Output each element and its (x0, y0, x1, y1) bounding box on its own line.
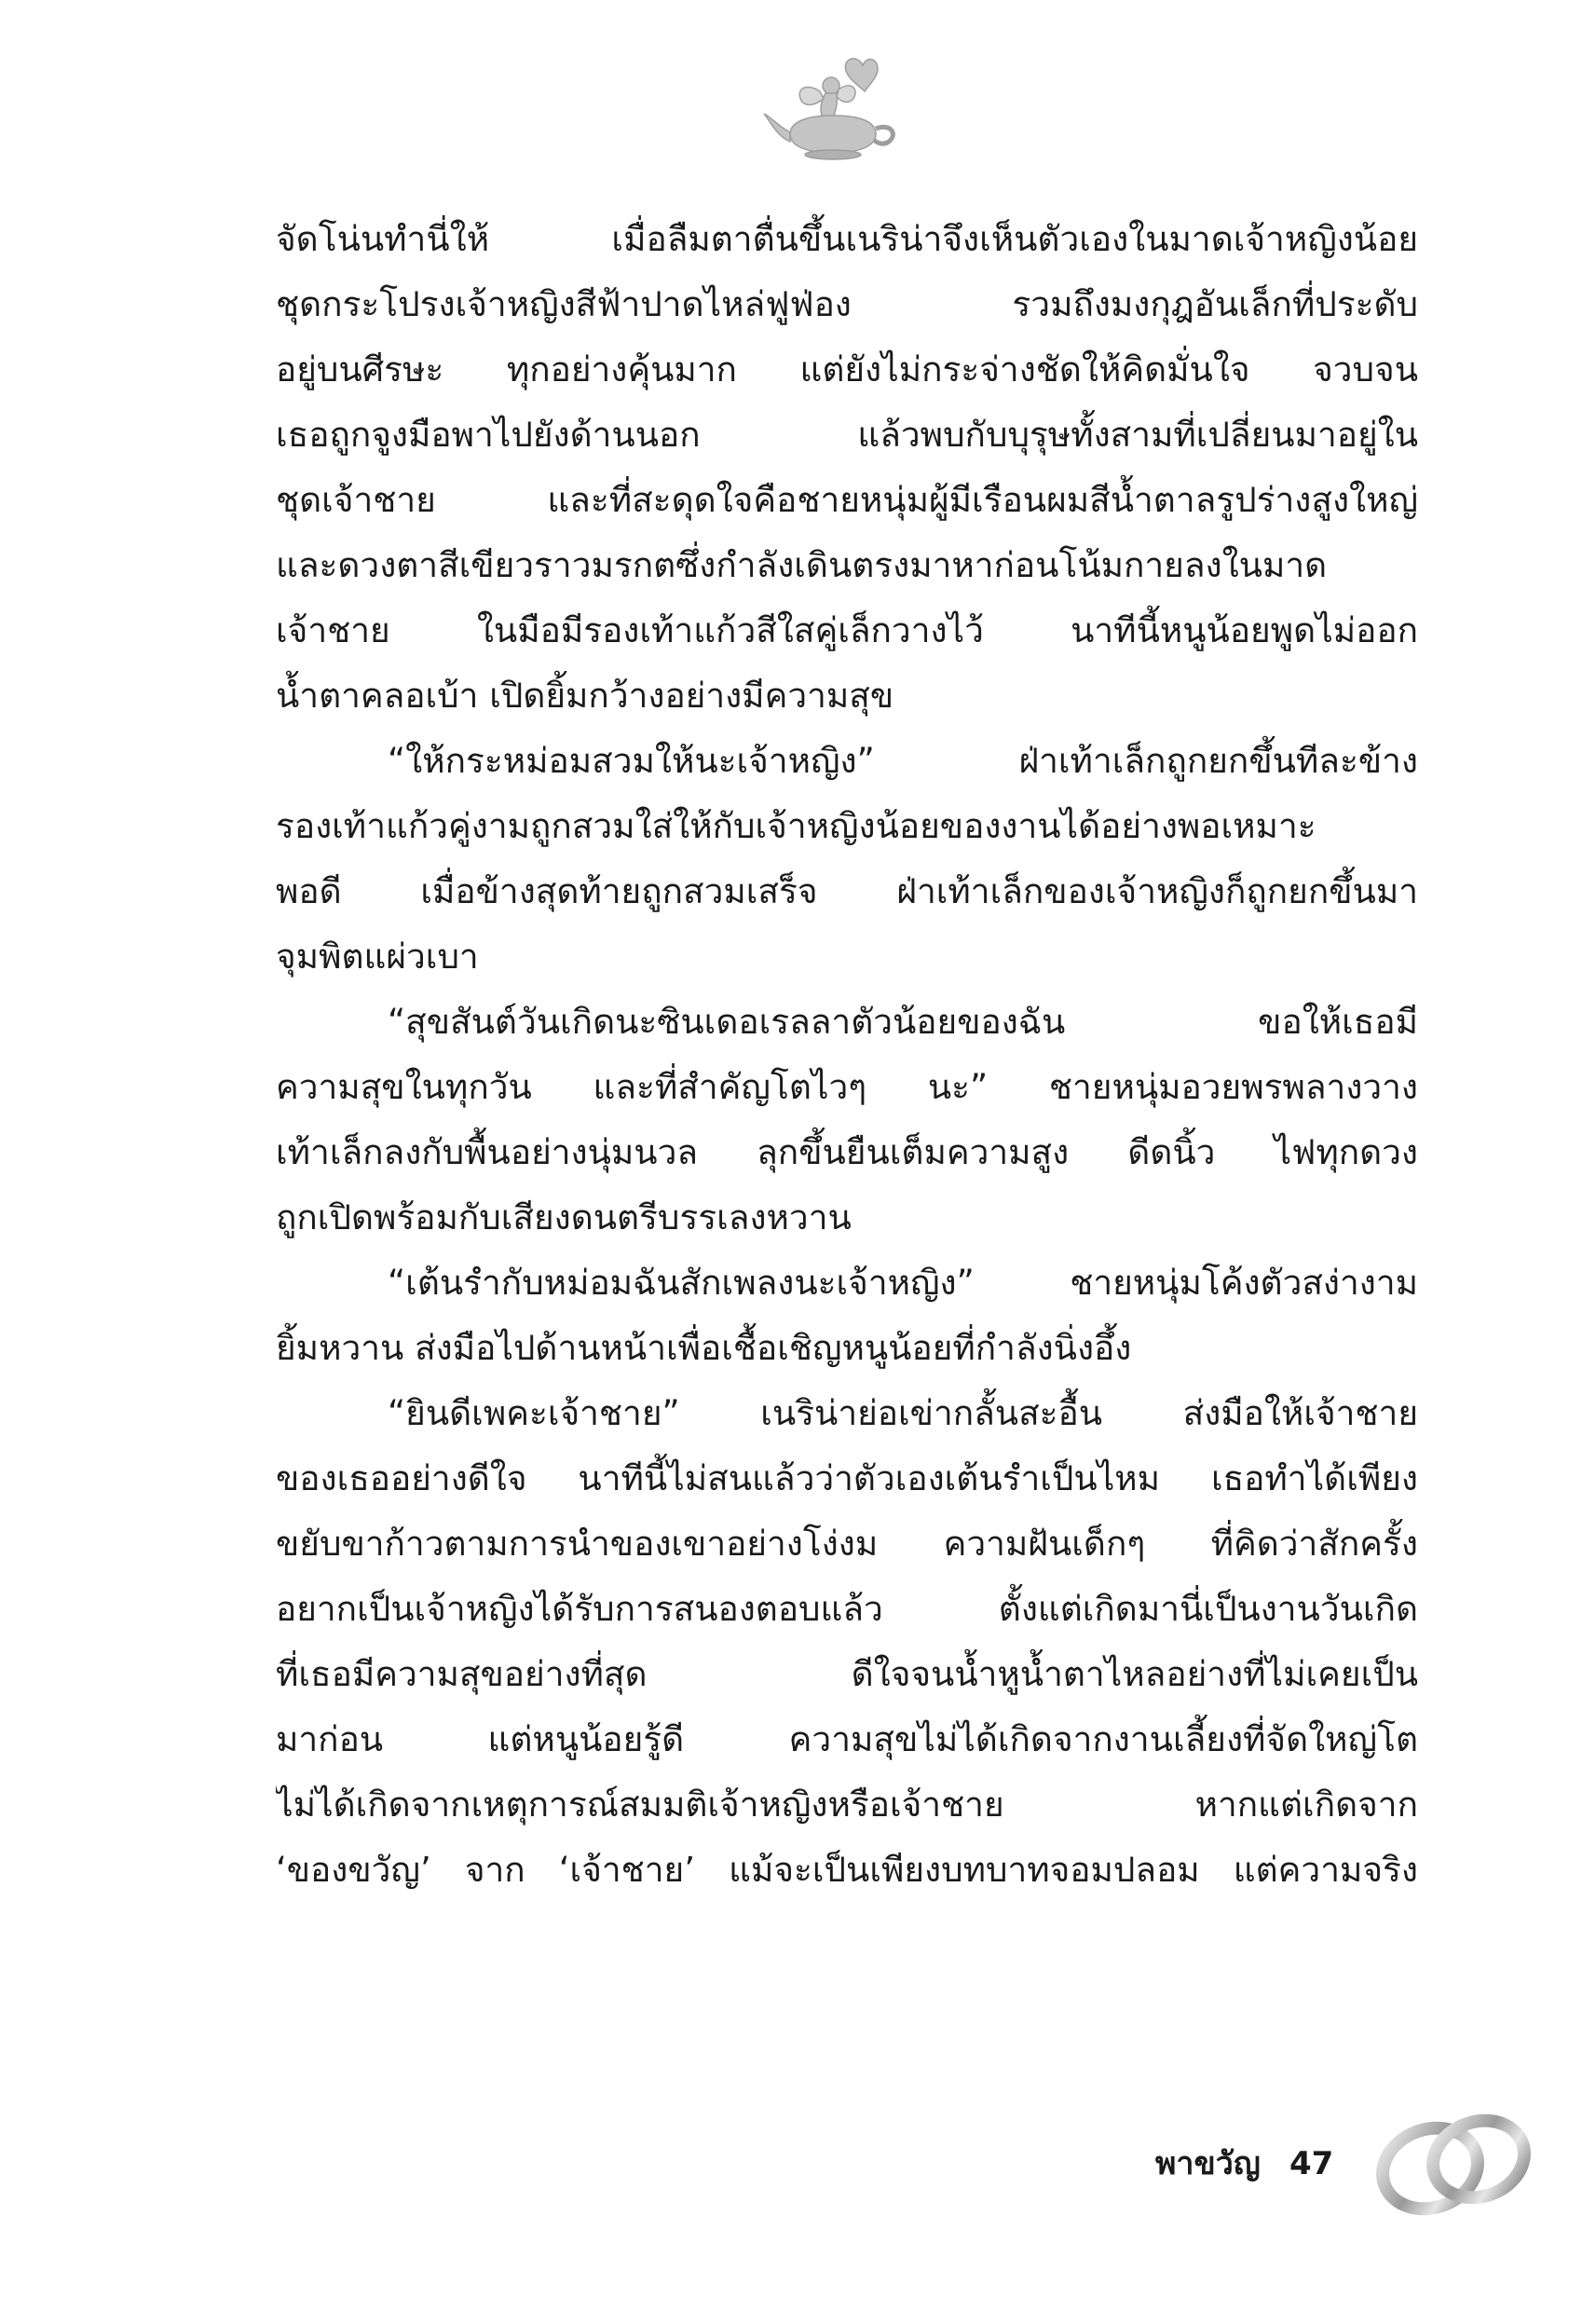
text-line: ‘ของขวัญ’ จาก ‘เจ้าชาย’ แม้จะเป็นเพียงบทบาทจอมปลอม แต่ความจริง (276, 1850, 1418, 1890)
text-line: พอดี เมื่อข้างสุดท้ายถูกสวมเสร็จ ฝ่าเท้าเล็กของเจ้าหญิงก็ถูกยกขึ้นมา (276, 871, 1418, 911)
text-line: ที่เธอมีความสุขอย่างที่สุด ดีใจจนน้ำหูน้ำตาไหลอย่างที่ไม่เคยเป็น (276, 1654, 1418, 1694)
text-line: “ให้กระหม่อมสวมให้นะเจ้าหญิง” ฝ่าเท้าเล็กถูกยกขึ้นทีละข้าง (388, 741, 1418, 781)
text-line: “ยินดีเพคะเจ้าชาย” เนริน่าย่อเข่ากลั้นสะอื้น ส่งมือให้เจ้าชาย (388, 1393, 1418, 1433)
text-line: “สุขสันต์วันเกิดนะซินเดอเรลลาตัวน้อยของฉัน ขอให้เธอมี (388, 1002, 1418, 1042)
fairy-teapot-ornament-icon (753, 48, 911, 170)
text-line: เจ้าชาย ในมือมีรองเท้าแก้วสีใสคู่เล็กวางไว้ นาทีนี้หนูน้อยพูดไม่ออก (276, 610, 1418, 650)
text-line: อยู่บนศีรษะ ทุกอย่างคุ้นมาก แต่ยังไม่กระจ่างชัดให้คิดมั่นใจ จวบจน (276, 349, 1418, 390)
text-line: ขยับขาก้าวตามการนำของเขาอย่างโง่งม ความฝันเด็กๆ ที่คิดว่าสักครั้ง (276, 1524, 1418, 1564)
page-number: 47 (1289, 2145, 1334, 2182)
footer-book-title: พาขวัญ (1155, 2145, 1261, 2182)
text-line: จัดโน่นทำนี่ให้ เมื่อลืมตาตื่นขึ้นเนริน่าจึงเห็นตัวเองในมาดเจ้าหญิงน้อย (276, 219, 1418, 259)
text-line: น้ำตาคลอเบ้า เปิดยิ้มกว้างอย่างมีความสุข (276, 676, 894, 716)
wedding-rings-icon (1365, 2101, 1542, 2222)
text-line: ความสุขในทุกวัน และที่สำคัญโตไวๆ นะ” ชายหนุ่มอวยพรพลางวาง (276, 1067, 1418, 1107)
text-line: ยิ้มหวาน ส่งมือไปด้านหน้าเพื่อเชื้อเชิญหนูน้อยที่กำลังนิ่งอึ้ง (276, 1328, 1132, 1368)
text-line: และดวงตาสีเขียวราวมรกตซึ่งกำลังเดินตรงมาหาก่อนโน้มกายลงในมาด (276, 545, 1328, 585)
text-line: เธอถูกจูงมือพาไปยังด้านนอก แล้วพบกับบุรุษทั้งสามที่เปลี่ยนมาอยู่ใน (276, 415, 1418, 455)
text-line: จุมพิตแผ่วเบา (276, 937, 479, 977)
text-line: ไม่ได้เกิดจากเหตุการณ์สมมติเจ้าหญิงหรือเจ้าชาย หากแต่เกิดจาก (276, 1785, 1418, 1825)
text-line: อยากเป็นเจ้าหญิงได้รับการสนองตอบแล้ว ตั้งแต่เกิดมานี่เป็นงานวันเกิด (276, 1589, 1418, 1629)
text-line: รองเท้าแก้วคู่งามถูกสวมใส่ให้กับเจ้าหญิงน้อยของงานได้อย่างพอเหมาะ (276, 806, 1316, 846)
text-line: “เต้นรำกับหม่อมฉันสักเพลงนะเจ้าหญิง” ชายหนุ่มโค้งตัวสง่างาม (388, 1263, 1418, 1303)
body-text (276, 207, 1418, 1903)
text-line: ชุดกระโปรงเจ้าหญิงสีฟ้าปาดไหล่ฟูฟ่อง รวมถึงมงกุฎอันเล็กที่ประดับ (276, 284, 1418, 324)
text-line: เท้าเล็กลงกับพื้นอย่างนุ่มนวล ลุกขึ้นยืนเต็มความสูง ดีดนิ้ว ไฟทุกดวง (276, 1132, 1418, 1172)
text-line: ของเธออย่างดีใจ นาทีนี้ไม่สนแล้วว่าตัวเองเต้นรำเป็นไหม เธอทำได้เพียง (276, 1458, 1418, 1498)
text-line: ถูกเปิดพร้อมกับเสียงดนตรีบรรเลงหวาน (276, 1197, 852, 1238)
text-line: ชุดเจ้าชาย และที่สะดุดใจคือชายหนุ่มผู้มีเรือนผมสีน้ำตาลรูปร่างสูงใหญ่ (276, 480, 1418, 520)
text-line: มาก่อน แต่หนูน้อยรู้ดี ความสุขไม่ได้เกิดจากงานเลี้ยงที่จัดใหญ่โต (276, 1719, 1418, 1759)
